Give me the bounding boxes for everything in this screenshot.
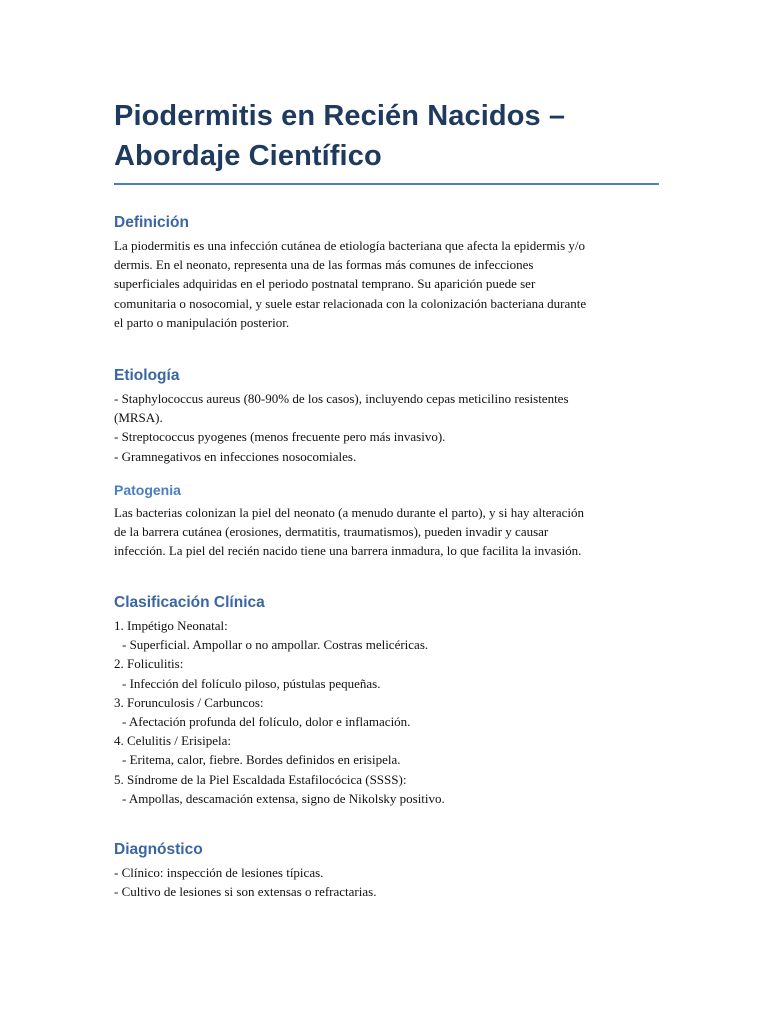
list-item-label: 5. Síndrome de la Piel Escaldada Estafilocócica (SSSS): [114,771,407,787]
text-line: superficiales adquiridas en el periodo postnatal temprano. Su aparición puede ser [114,276,536,292]
list-item-label: 3. Forunculosis / Carbuncos: [114,694,264,710]
paragraph-diagnostico [114,863,659,901]
list-item-detail: - Afectación profunda del folículo, dolor e inflamación. [122,714,411,730]
paragraph-etiologia [114,389,659,466]
paragraph-patogenia [114,503,659,561]
list-item-detail: - Eritema, calor, fiebre. Bordes definidos en erisipela. [122,752,401,768]
text-line: de la barrera cutánea (erosiones, dermatitis, traumatismos), pueden invadir y causar [114,524,549,540]
section-definicion [114,213,659,332]
text-line: el parto o manipulación posterior. [114,314,290,330]
text-line: infección. La piel del recién nacido tiene una barrera inmadura, lo que facilita la invasión. [114,543,582,559]
heading-patogenia: Patogenia [114,482,181,498]
text-line: - Streptococcus pyogenes (menos frecuente pero más invasivo). [114,429,446,445]
list-item-detail: - Superficial. Ampollar o no ampollar. Costras melicéricas. [122,637,429,653]
heading-diagnostico: Diagnóstico [114,841,203,858]
section-etiologia [114,366,659,466]
list-item-detail: - Ampollas, descamación extensa, signo de Nikolsky positivo. [122,790,445,806]
text-line: - Cultivo de lesiones si son extensas o refractarias. [114,884,377,900]
list-clasificacion [114,616,659,808]
section-clasificacion [114,593,659,808]
title-line-1: Piodermitis en Recién Nacidos – [114,100,566,132]
title-line-2: Abordaje Científico [114,140,382,172]
text-line: comunitaria o nosocomial, y suele estar relacionada con la colonización bacteriana durante [114,295,587,311]
paragraph-definicion [114,236,659,332]
list-item-detail: - Infección del folículo piloso, pústulas pequeñas. [122,675,381,691]
list-item-label: 4. Celulitis / Erisipela: [114,733,231,749]
list-item-label: 2. Foliculitis: [114,656,184,672]
text-line: (MRSA). [114,410,163,426]
document-page [114,96,659,900]
section-diagnostico [114,840,659,901]
list-item-label: 1. Impétigo Neonatal: [114,618,228,633]
heading-definicion: Definición [114,214,189,231]
text-line: La piodermitis es una infección cutánea de etiología bacteriana que afecta la epidermis y/o [114,238,586,253]
heading-etiologia: Etiología [114,367,180,384]
text-line: Las bacterias colonizan la piel del neonato (a menudo durante el parto), y si hay alteración [114,505,584,520]
text-line: - Staphylococcus aureus (80-90% de los casos), incluyendo cepas meticilino resistentes [114,391,569,406]
heading-clasificacion: Clasificación Clínica [114,594,265,611]
section-patogenia [114,480,659,561]
text-line: - Clínico: inspección de lesiones típicas. [114,865,324,880]
text-line: - Gramnegativos en infecciones nosocomiales. [114,448,357,464]
document-title [114,96,659,185]
text-line: dermis. En el neonato, representa una de las formas más comunes de infecciones [114,257,534,273]
